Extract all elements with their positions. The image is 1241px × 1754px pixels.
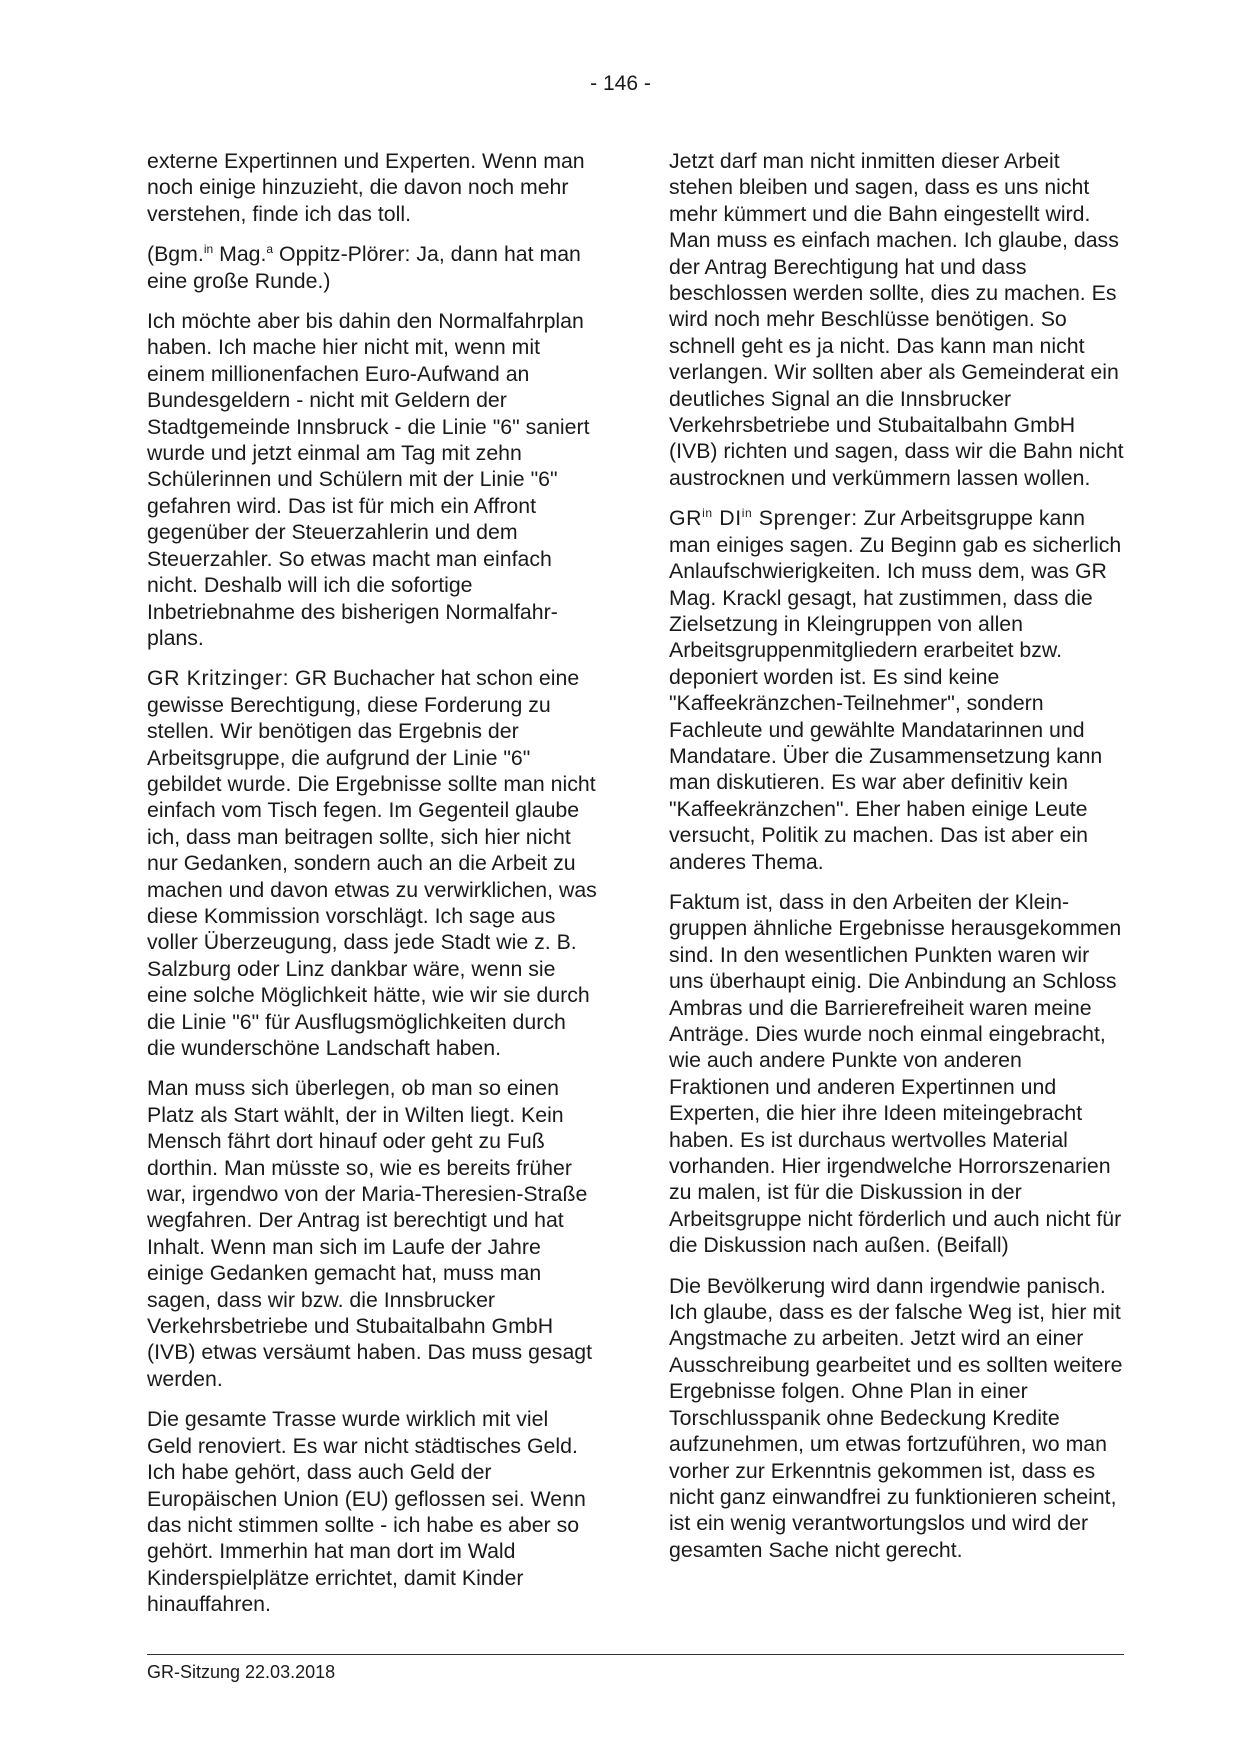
right-column [669,148,1124,1577]
paragraph: Jetzt darf man nicht inmitten dieser Arbeit stehen bleiben und sagen, dass es uns nicht mehr kümmert und die Bahn eingestellt wird. Man muss es einfach machen. Ich glaube, dass der Antrag Berechtigung hat und dass beschlossen werden sollte, dies zu machen. Es wird noch mehr Beschlüsse benötigen. So schnell geht es ja nicht. Das kann man nicht verlangen. Wir sollten aber als Gemeinderat ein deutliches Signal an die Innsbrucker Verkehrsbetriebe und Stubaitalbahn GmbH (IVB) richten und sagen, dass wir die Bahn nicht austrocknen und verkümmern lassen wollen. [669,149,1124,490]
speaker-name: GR Kritzinger: [147,666,290,691]
footer-divider [147,1654,1124,1655]
page-number: - 146 - [590,72,651,95]
paragraph-interjection: (Bgm.$^{in}$ Mag.$^a$ Oppitz-Plörer: Ja, dann hat man eine große Runde.) [147,242,581,293]
paragraph: Man muss sich überlegen, ob man so einen Platz als Start wählt, der in Wilten liegt. Kein Mensch fährt dort hinauf oder geht zu Fuß dorthin. Man müsste so, wie es bereits früher war, irgendwo von der Maria-Theresien-Straße wegfahren. Der Antrag ist berechtigt und hat Inhalt. Wenn man sich im Laufe der Jahre einige Gedanken gemacht hat, muss man sagen, dass wir bzw. die Innsbrucker Verkehrsbetriebe und Stubaitalbahn GmbH (IVB) etwas versäumt haben. Das muss gesagt werden. [147,1076,593,1391]
speaker-name: $GR^{in}$ $DI^{in}$ Sprenger: [669,506,858,531]
paragraph: Ich möchte aber bis dahin den Normalfahrplan haben. Ich mache hier nicht mit, wenn mit einem millionenfachen Euro-Aufwand an Bundesgeldern - nicht mit Geldern der Stadtgemeinde Innsbruck - die Linie "6" saniert wurde und jetzt einmal am Tag mit zehn Schülerinnen und Schülern mit der Linie "6" gefahren wird. Das ist für mich ein Affront gegenüber der Steuerzahlerin und dem Steuerzahler. So etwas macht man einfach nicht. Deshalb will ich die sofortige Inbetriebnahme des bisherigen Normalfahrplans. [147,309,590,650]
left-column [147,148,599,1632]
paragraph-speech: GR Kritzinger: GR Buchacher hat schon eine gewisse Berechtigung, diese Forderung zu stellen. Wir benötigen das Ergebnis der Arbeitsgruppe, die aufgrund der Linie "6" gebildet wurde. Die Ergebnisse sollte man nicht einfach vom Tisch fegen. Im Gegenteil glaube ich, dass man beitragen sollte, sich hier nicht nur Gedanken, sondern auch an die Arbeit zu machen und davon etwas zu verwirklichen, was diese Kommission vorschlägt. Ich sage aus voller Überzeugung, dass jede Stadt wie z. B. Salzburg oder Linz dankbar wäre, wenn sie eine solche Möglichkeit hätte, wie wir sie durch die Linie "6" für Ausflugsmöglichkeiten durch die wunderschöne Landschaft haben. [147,666,597,1060]
paragraph: Faktum ist, dass in den Arbeiten der Kleingruppen ähnliche Ergebnisse herausgekommen sind. In den wesentlichen Punkten waren wir uns überhaupt einig. Die Anbindung an Schloss Ambras und die Barrierefreiheit waren meine Anträge. Dies wurde noch einmal eingebracht, wie auch andere Punkte von anderen Fraktionen und anderen Expertinnen und Experten, die hier ihre Ideen miteingebracht haben. Es ist durchaus wertvolles Material vorhanden. Hier irgendwelche Horrorszenarien zu malen, ist für die Diskussion in der Arbeitsgruppe nicht förderlich und auch nicht für die Diskussion nach außen. (Beifall) [669,889,1122,1258]
paragraph: Die Bevölkerung wird dann irgendwie panisch. Ich glaube, dass es der falsche Weg ist, hier mit Angstmache zu arbeiten. Jetzt wird an einer Ausschreibung gearbeitet und es sollten weitere Ergebnisse folgen. Ohne Plan in einer Torschlusspanik ohne Bedeckung Kredite aufzunehmen, um etwas fortzuführen, wo man vorher zur Erkenntnis gekommen ist, dass es nicht ganz einwandfrei zu funktionieren scheint, ist ein wenig verantwortungslos und wird der gesamten Sache nicht gerecht. [669,1273,1123,1562]
speaker-name: (Bgm.$^{in}$ Mag.$^a$ Oppitz-Plörer: [147,242,411,267]
footer-text: GR-Sitzung 22.03.2018 [147,1662,336,1682]
paragraph: Die gesamte Trasse wurde wirklich mit viel Geld renoviert. Es war nicht städtisches Geld. Ich habe gehört, dass auch Geld der Europäischen Union (EU) geflossen sei. Wenn das nicht stimmen sollte - ich habe es aber so gehört. Immerhin hat man dort im Wald Kinderspielplätze errichtet, damit Kinder hinauffahren. [147,1407,586,1617]
paragraph: externe Expertinnen und Experten. Wenn man noch einige hinzuzieht, die davon noch mehr verstehen, finde ich das toll. [147,149,585,226]
paragraph-speech: $GR^{in}$ $DI^{in}$ Sprenger: Zur Arbeitsgruppe kann man einiges sagen. Zu Beginn gab es sicherlich Anlaufschwierigkeiten. Ich muss dem, was GR Mag. Krackl gesagt, hat zustimmen, dass die Zielsetzung in Kleingruppen von allen Arbeitsgruppenmitgliedern erarbeitet bzw. deponiert worden ist. Es sind keine "Kaffeekränzchen-Teilnehmer", sondern Fachleute und gewählte Mandatarinnen und Mandatare. Über die Zusammensetzung kann man diskutieren. Es war aber definitiv kein "Kaffeekränzchen". Eher haben einige Leute versucht, Politik zu machen. Das ist aber ein anderes Thema. [669,506,1122,874]
